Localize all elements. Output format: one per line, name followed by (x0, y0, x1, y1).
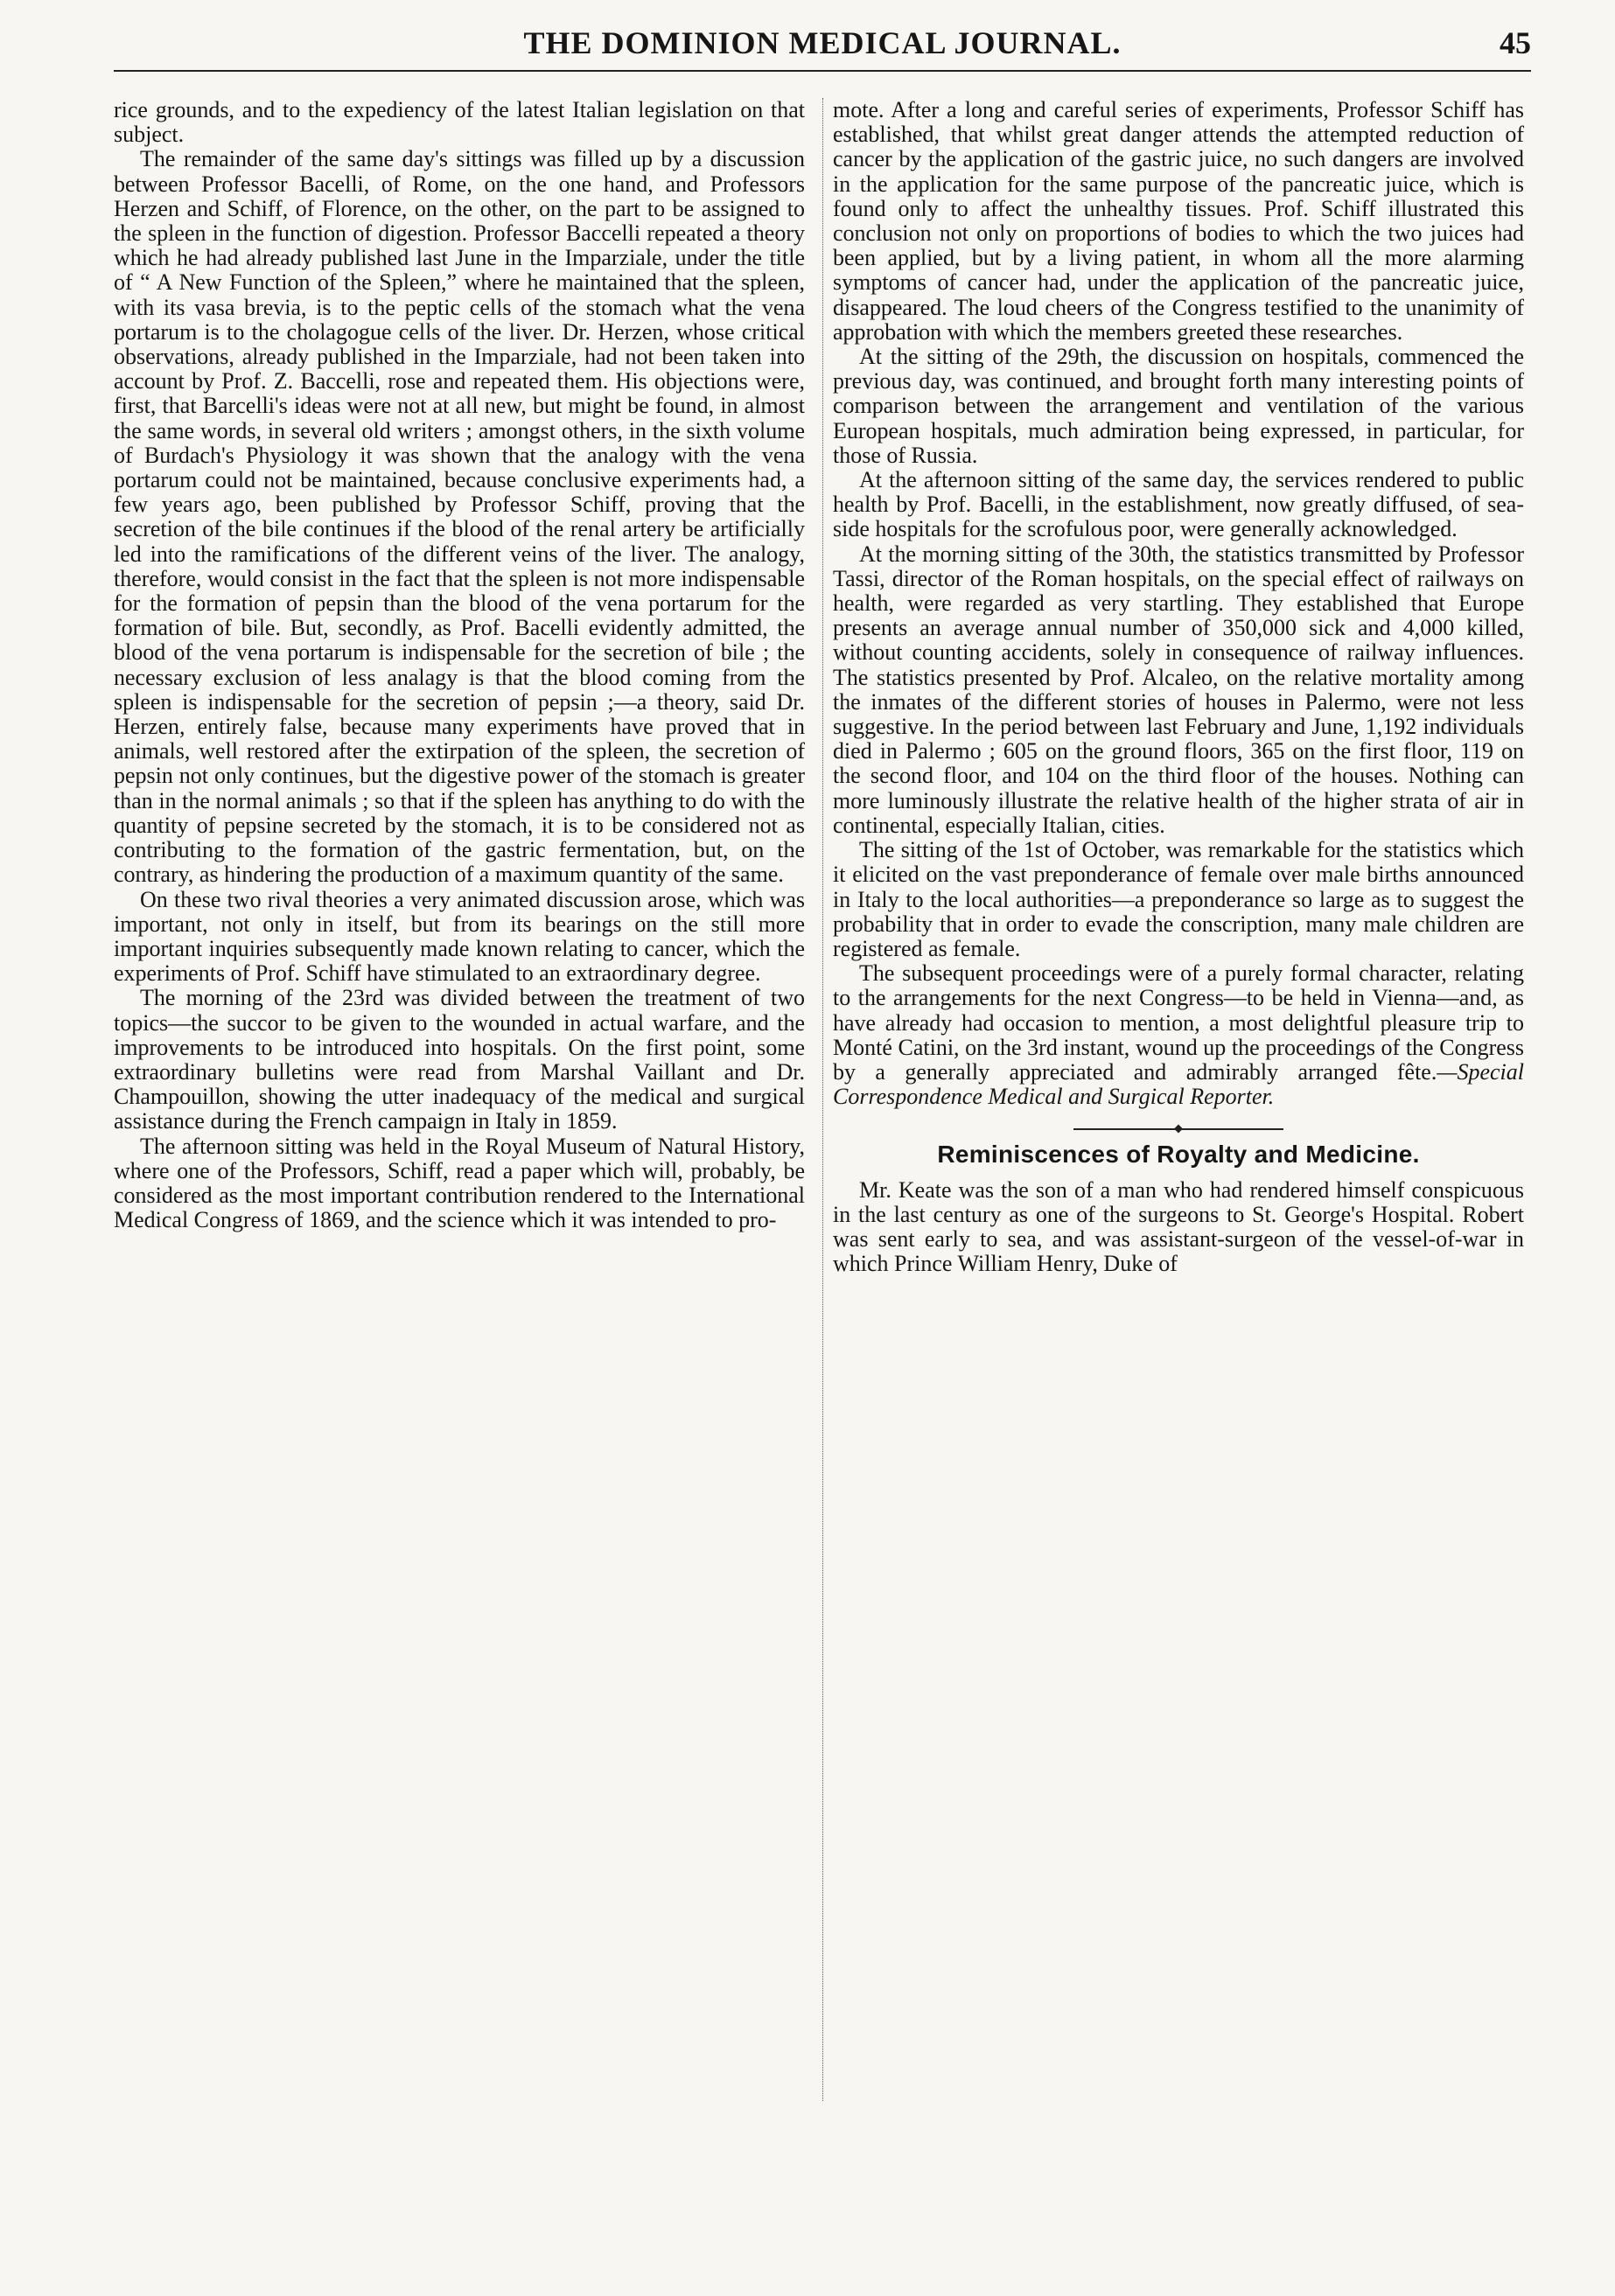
left-column (114, 98, 805, 1232)
right-column (833, 98, 1524, 1276)
paragraph-continued: rice grounds, and to the expediency of the latest Italian legislation on that subject. (114, 97, 805, 148)
closing-text: The subsequent proceedings were of a purely formal character, relating to the arrangements for the next Congress—to be held in Vienna—and, as have already had occasion to mention, a most delightful pleasure trip to Monté Catini, on the 3rd instant, wound up the proceedings of the Congress by a generally appreciated and admirably arranged fête. (833, 960, 1524, 1085)
paragraph-afternoon-sitting: The afternoon sitting was held in the Royal Museum of Natural History, where one of the Professors, Schiff, read a paper which will, probably, be considered as the most important contribution rendered to the International Medical Congress of 1869, and the science which it was intended to pro- (114, 1133, 805, 1233)
paragraph-30th-statistics: At the morning sitting of the 30th, the statistics transmitted by Professor Tassi, director of the Roman hospitals, on the special effect of railways on health, were regarded as very startling. They established that Europe presents an average annual number of 350,000 sick and 4,000 killed, without counting accidents, solely in consequence of railway influences. The statistics presented by Prof. Alcaleo, on the relative mortality among the inmates of the different stories of houses in Palermo, were not less suggestive. In the period between last February and June, 1,192 individuals died in Palermo ; 605 on the ground floors, 365 on the first floor, 119 on the second floor, and 104 on the third floor of the houses. Nothing can more luminously illustrate the relative health of the higher strata of air in continental, especially Italian, cities. (833, 541, 1524, 838)
header-rule (114, 70, 1531, 72)
column-divider (822, 98, 823, 2101)
paragraph-schiff-experiments: mote. After a long and careful series of experiments, Professor Schiff has established, that whilst great danger attends the attempted reduction of cancer by the application of the gastric juice, no such dangers are involved in the application for the same purpose of the pancreatic juice, which is found only to affect the unhealthy tissues. Prof. Schiff illustrated this conclusion not only on proportions of bodies to which the two juices had been applied, but by a living patient, in whom all the more alarming symptoms of cancer had, under the application of the pancreatic juice, disappeared. The loud cheers of the Congress testified to the unanimity of approbation with which the members greeted these researches. (833, 97, 1524, 345)
section-divider (1073, 1128, 1283, 1130)
paragraph-october-sitting: The sitting of the 1st of October, was remarkable for the statistics which it elicited on the vast preponderance of female over male births announced in Italy to the local authorities—a preponderance so large as to suggest the probability that in order to evade the conscription, many male children are registered as female. (833, 837, 1524, 961)
section-title: Reminiscences of Royalty and Medicine. (937, 1141, 1420, 1169)
paragraph-subsequent-proceedings (833, 961, 1524, 1109)
paragraph-afternoon-bacelli: At the afternoon sitting of the same day, the services rendered to public health by Prof. Bacelli, in the establishment, now greatly diffused, of sea-side hospitals for the scrofulous poor, were generally acknowledged. (833, 467, 1524, 542)
paragraph-rival-theories: On these two rival theories a very animated discussion arose, which was important, not only in itself, but from its bearings on the still more important inquiries subsequently made known relating to cancer, which the experiments of Prof. Schiff have stimulated to an extraordinary degree. (114, 886, 805, 987)
paragraph-spleen-discussion: The remainder of the same day's sittings was filled up by a discussion between Professor Bacelli, of Rome, on the one hand, and Professors Herzen and Schiff, of Florence, on the other, on the part to be assigned to the spleen in the function of digestion. Professor Baccelli repeated a theory which he had already published last June in the Imparziale, under the title of “ A New Function of the Spleen,” where he maintained that the spleen, with its vasa brevia, is to the peptic cells of the stomach what the vena portarum is to the cholagogue cells of the liver. Dr. Herzen, whose critical observations, already published in the Imparziale, had not been taken into account by Prof. Z. Baccelli, rose and repeated them. His objections were, first, that Barcelli's ideas were not at all new, but might be found, in almost the same words, in several old writers ; amongst others, in the sixth volume of Burdach's Physiology it was shown that the analogy with the vena portarum could not be maintained, because conclusive experiments had, a few years ago, been published by Professor Schiff, proving that the secretion of the bile continues if the blood of the renal artery be artificially led into the ramifications of the different veins of the liver. The analogy, therefore, would consist in the fact that the spleen is not more indispensable for the formation of pepsin than the blood of the vena portarum for the formation of bile. But, secondly, as Prof. Bacelli evidently admitted, the blood of the vena portarum is indispensable for the secretion of bile ; the necessary exclusion of less analagy is that the blood coming from the spleen is indispensable for the secretion of pepsin ;—a theory, said Dr. Herzen, entirely false, because many experiments have proved that in animals, well restored after the extirpation of the spleen, the secretion of pepsin not only continues, but the digestive power of the stomach is greater than in the normal animals ; so that if the spleen has anything to do with the quantity of pepsine secreted by the stomach, it is to be considered not as contributing to the formation of the gastric fermentation, but, on the contrary, as hindering the production of a maximum quantity of the same. (114, 146, 805, 888)
paragraph-29th-sitting: At the sitting of the 29th, the discussion on hospitals, commenced the previous day, was continued, and brought forth many interesting points of comparison between the arrangement and ventilation of the various European hospitals, much admiration being expressed, in particular, for those of Russia. (833, 344, 1524, 468)
source-credit: —Special Correspondence Medical and Surgical Reporter. (833, 1058, 1524, 1110)
page-number: 45 (1500, 25, 1531, 60)
running-head (114, 24, 1531, 70)
paragraph-keate: Mr. Keate was the son of a man who had rendered himself conspicuous in the last century as one of the surgeons to St. George's Hospital. Robert was sent early to sea, and was assistant-surgeon of the vessel-of-war in which Prince William Henry, Duke of (833, 1176, 1524, 1277)
paragraph-23rd-morning: The morning of the 23rd was divided between the treatment of two topics—the succor to be given to the wounded in actual warfare, and the improvements to be introduced into hospitals. On the first point, some extraordinary bulletins were read from Marshal Vaillant and Dr. Champouillon, showing the utter inadequacy of the medical and surgical assistance during the French campaign in Italy in 1859. (114, 985, 805, 1134)
journal-title: THE DOMINION MEDICAL JOURNAL. (523, 25, 1122, 60)
